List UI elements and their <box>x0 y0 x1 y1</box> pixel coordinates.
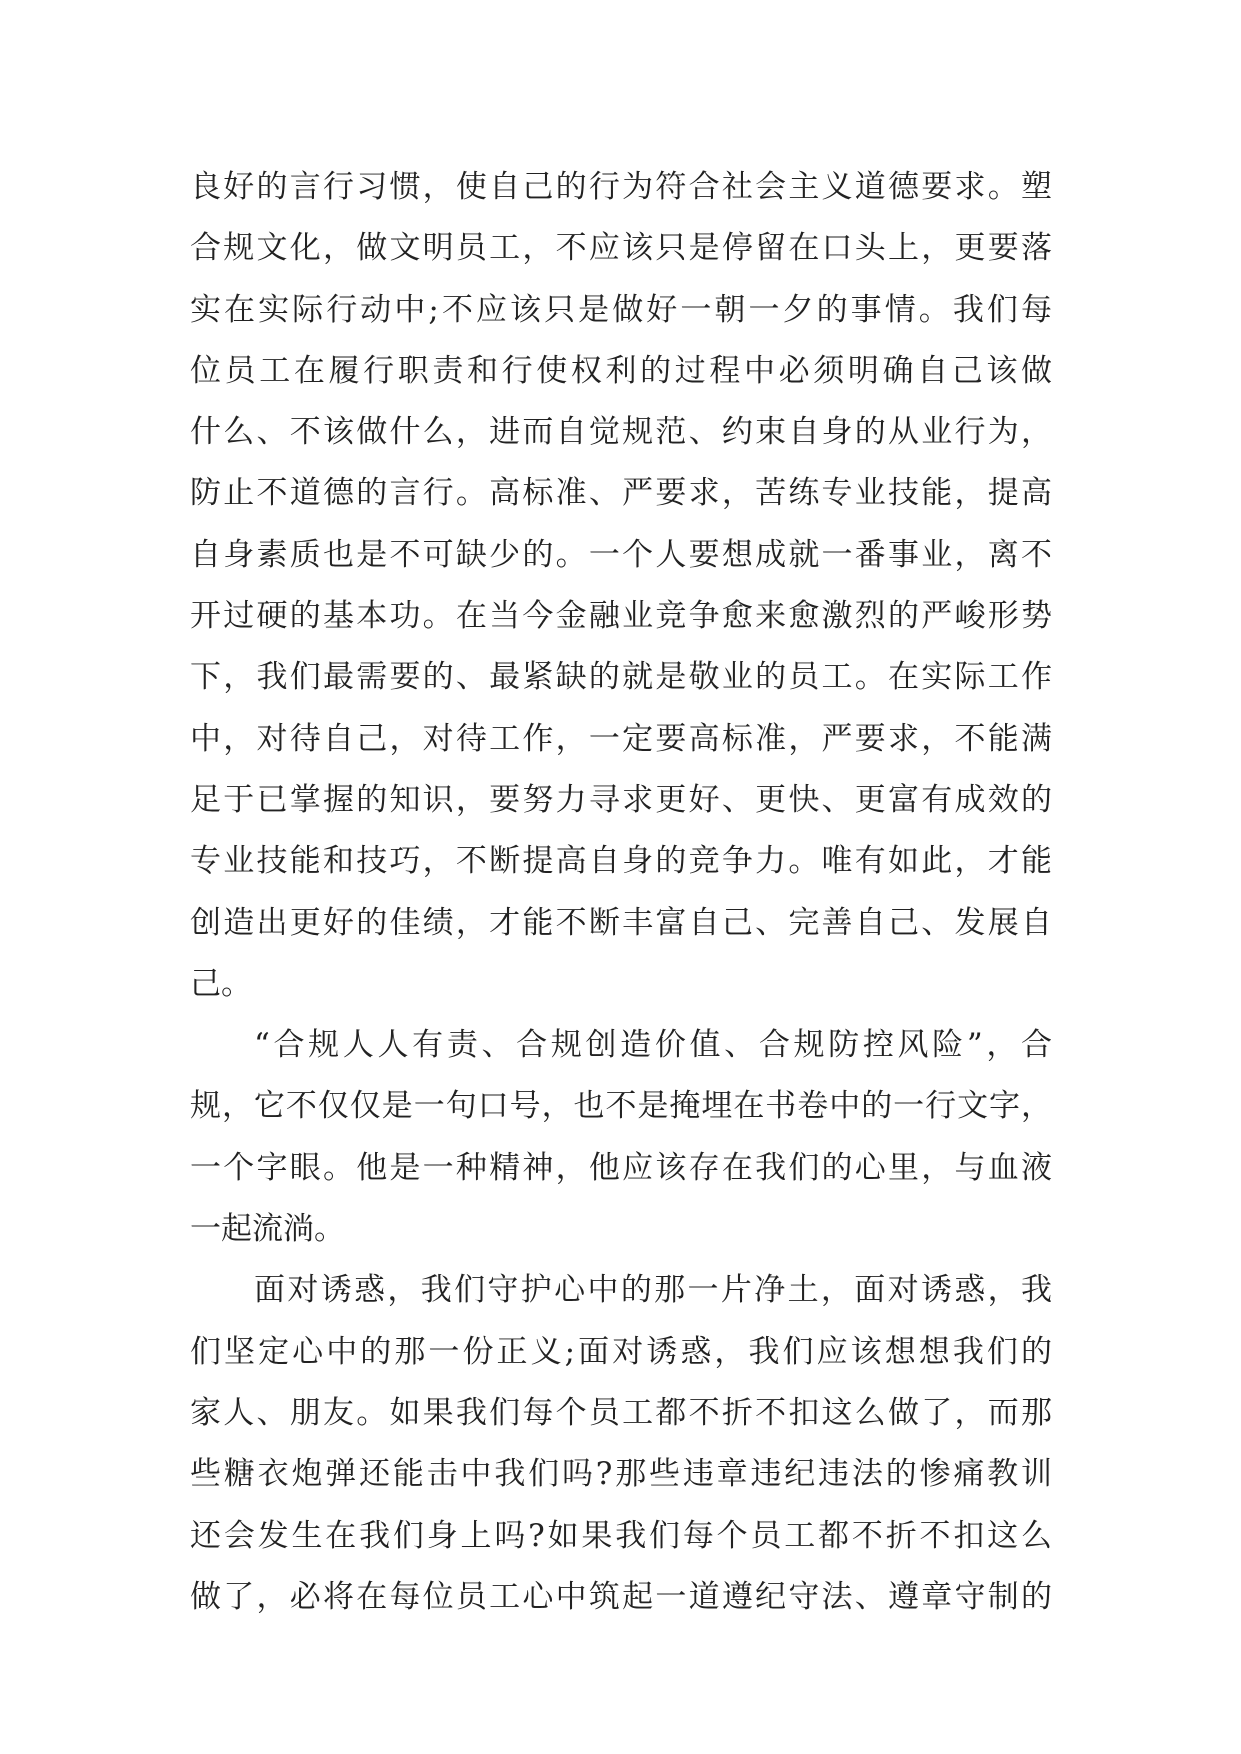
text-line: 下，我们最需要的、最紧缺的就是敬业的员工。在实际工作 <box>190 659 1052 696</box>
paragraph-end-line: 己。 <box>190 965 252 1002</box>
text-line: 规，它不仅仅是一句口号，也不是掩埋在书卷中的一行文字， <box>190 1088 1052 1125</box>
text-line: 自身素质也是不可缺少的。一个人要想成就一番事业，离不 <box>190 536 1052 573</box>
text-line: 位员工在履行职责和行使权利的过程中必须明确自己该做 <box>190 352 1052 389</box>
text-line: 实在实际行动中;不应该只是做好一朝一夕的事情。我们每 <box>190 291 1052 328</box>
text-line: 做了，必将在每位员工心中筑起一道遵纪守法、遵章守制的 <box>190 1578 1052 1615</box>
text-line: 良好的言行习惯，使自己的行为符合社会主义道德要求。塑 <box>190 169 1052 205</box>
text-line: 足于已掌握的知识，要努力寻求更好、更快、更富有成效的 <box>190 781 1052 818</box>
paragraph-first-line: “合规人人有责、合规创造价值、合规防控风险”，合 <box>254 1027 1052 1064</box>
document-body <box>190 157 1052 1628</box>
text-line: 合规文化，做文明员工，不应该只是停留在口头上，更要落 <box>190 230 1052 267</box>
paragraph-first-line: 面对诱惑，我们守护心中的那一片净土，面对诱惑，我 <box>254 1272 1052 1309</box>
text-line: 们坚定心中的那一份正义;面对诱惑，我们应该想想我们的 <box>190 1333 1052 1370</box>
text-line: 还会发生在我们身上吗?如果我们每个员工都不折不扣这么 <box>190 1517 1052 1554</box>
text-line: 专业技能和技巧，不断提高自身的竞争力。唯有如此，才能 <box>190 843 1052 880</box>
paragraph-end-line: 一起流淌。 <box>190 1211 345 1248</box>
text-line: 家人、朋友。如果我们每个员工都不折不扣这么做了，而那 <box>190 1394 1052 1431</box>
text-line: 什么、不该做什么，进而自觉规范、约束自身的从业行为， <box>190 414 1052 451</box>
text-line: 开过硬的基本功。在当今金融业竞争愈来愈激烈的严峻形势 <box>190 598 1052 635</box>
text-line: 一个字眼。他是一种精神，他应该存在我们的心里，与血液 <box>190 1149 1052 1186</box>
text-line: 些糖衣炮弹还能击中我们吗?那些违章违纪违法的惨痛教训 <box>190 1456 1052 1493</box>
text-line: 创造出更好的佳绩，才能不断丰富自己、完善自己、发展自 <box>190 904 1052 941</box>
text-line: 防止不道德的言行。高标准、严要求，苦练专业技能，提高 <box>190 475 1052 512</box>
text-line: 中，对待自己，对待工作，一定要高标准，严要求，不能满 <box>190 720 1052 757</box>
